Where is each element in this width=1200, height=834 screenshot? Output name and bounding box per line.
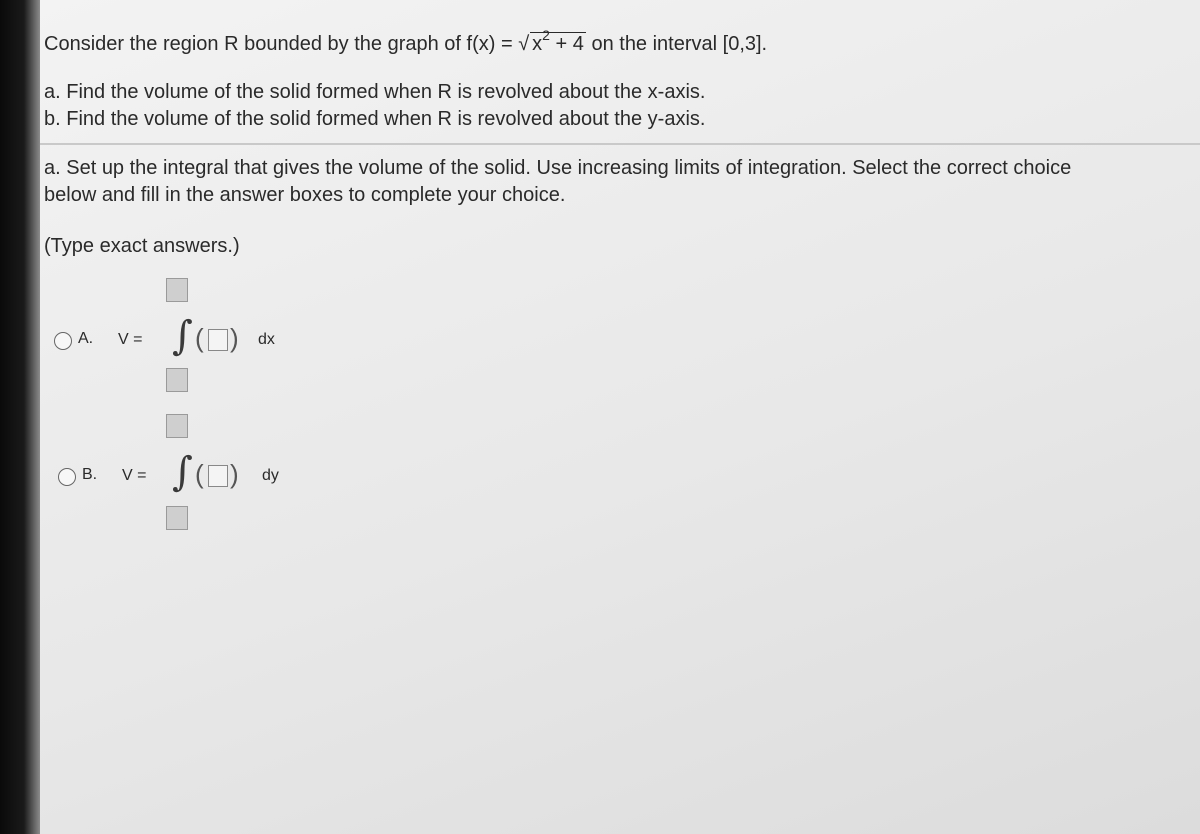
problem-intro-prefix: Consider the region R bounded by the graph of f(x) = xyxy=(44,33,513,55)
part-b-text: b. Find the volume of the solid formed when R is revolved about the y-axis. xyxy=(44,108,706,130)
choice-b-radio[interactable] xyxy=(58,468,76,486)
instruction-line-1: a. Set up the integral that gives the volume of the solid. Use increasing limits of integration. Select the correct choice xyxy=(44,157,1072,179)
choice-a-label: A. xyxy=(78,330,94,347)
choice-b-integrand-input[interactable] xyxy=(208,465,228,487)
left-bezel xyxy=(0,0,40,834)
choice-a-radio[interactable] xyxy=(54,332,72,350)
choice-b-upper-limit-input[interactable] xyxy=(166,414,188,438)
choice-b-integral-sign: ∫ xyxy=(172,449,193,495)
sqrt-radicand xyxy=(530,27,586,56)
section-divider xyxy=(40,143,1200,145)
choice-a-upper-limit-input[interactable] xyxy=(166,278,188,302)
choice-a-differential: dx xyxy=(258,331,275,348)
choice-a-open-paren: ( xyxy=(195,323,204,353)
problem-intro-suffix: on the interval [0,3]. xyxy=(591,33,768,55)
problem-intro xyxy=(44,27,768,56)
choice-a-close-paren: ) xyxy=(230,323,239,353)
choice-b-label: B. xyxy=(82,466,98,483)
choice-b-lower-limit-input[interactable] xyxy=(166,506,188,530)
choice-a-integral-sign: ∫ xyxy=(172,313,193,359)
type-exact-note: (Type exact answers.) xyxy=(44,235,240,257)
sqrt-sign: √ xyxy=(518,33,530,55)
sqrt-exponent: 2 xyxy=(542,27,550,43)
sqrt-expression xyxy=(518,27,586,56)
choice-b-differential: dy xyxy=(262,467,279,484)
choice-b-prefix: V = xyxy=(122,467,147,484)
instruction-line-2: below and fill in the answer boxes to complete your choice. xyxy=(44,184,566,206)
sqrt-tail: + 4 xyxy=(555,33,584,55)
choice-a-integrand-input[interactable] xyxy=(208,329,228,351)
choice-a-prefix: V = xyxy=(118,331,143,348)
part-a-text: a. Find the volume of the solid formed when R is revolved about the x-axis. xyxy=(44,81,706,103)
choice-b-close-paren: ) xyxy=(230,459,239,489)
sqrt-base: x xyxy=(532,33,543,55)
choice-a-lower-limit-input[interactable] xyxy=(166,368,188,392)
choice-b-open-paren: ( xyxy=(195,459,204,489)
